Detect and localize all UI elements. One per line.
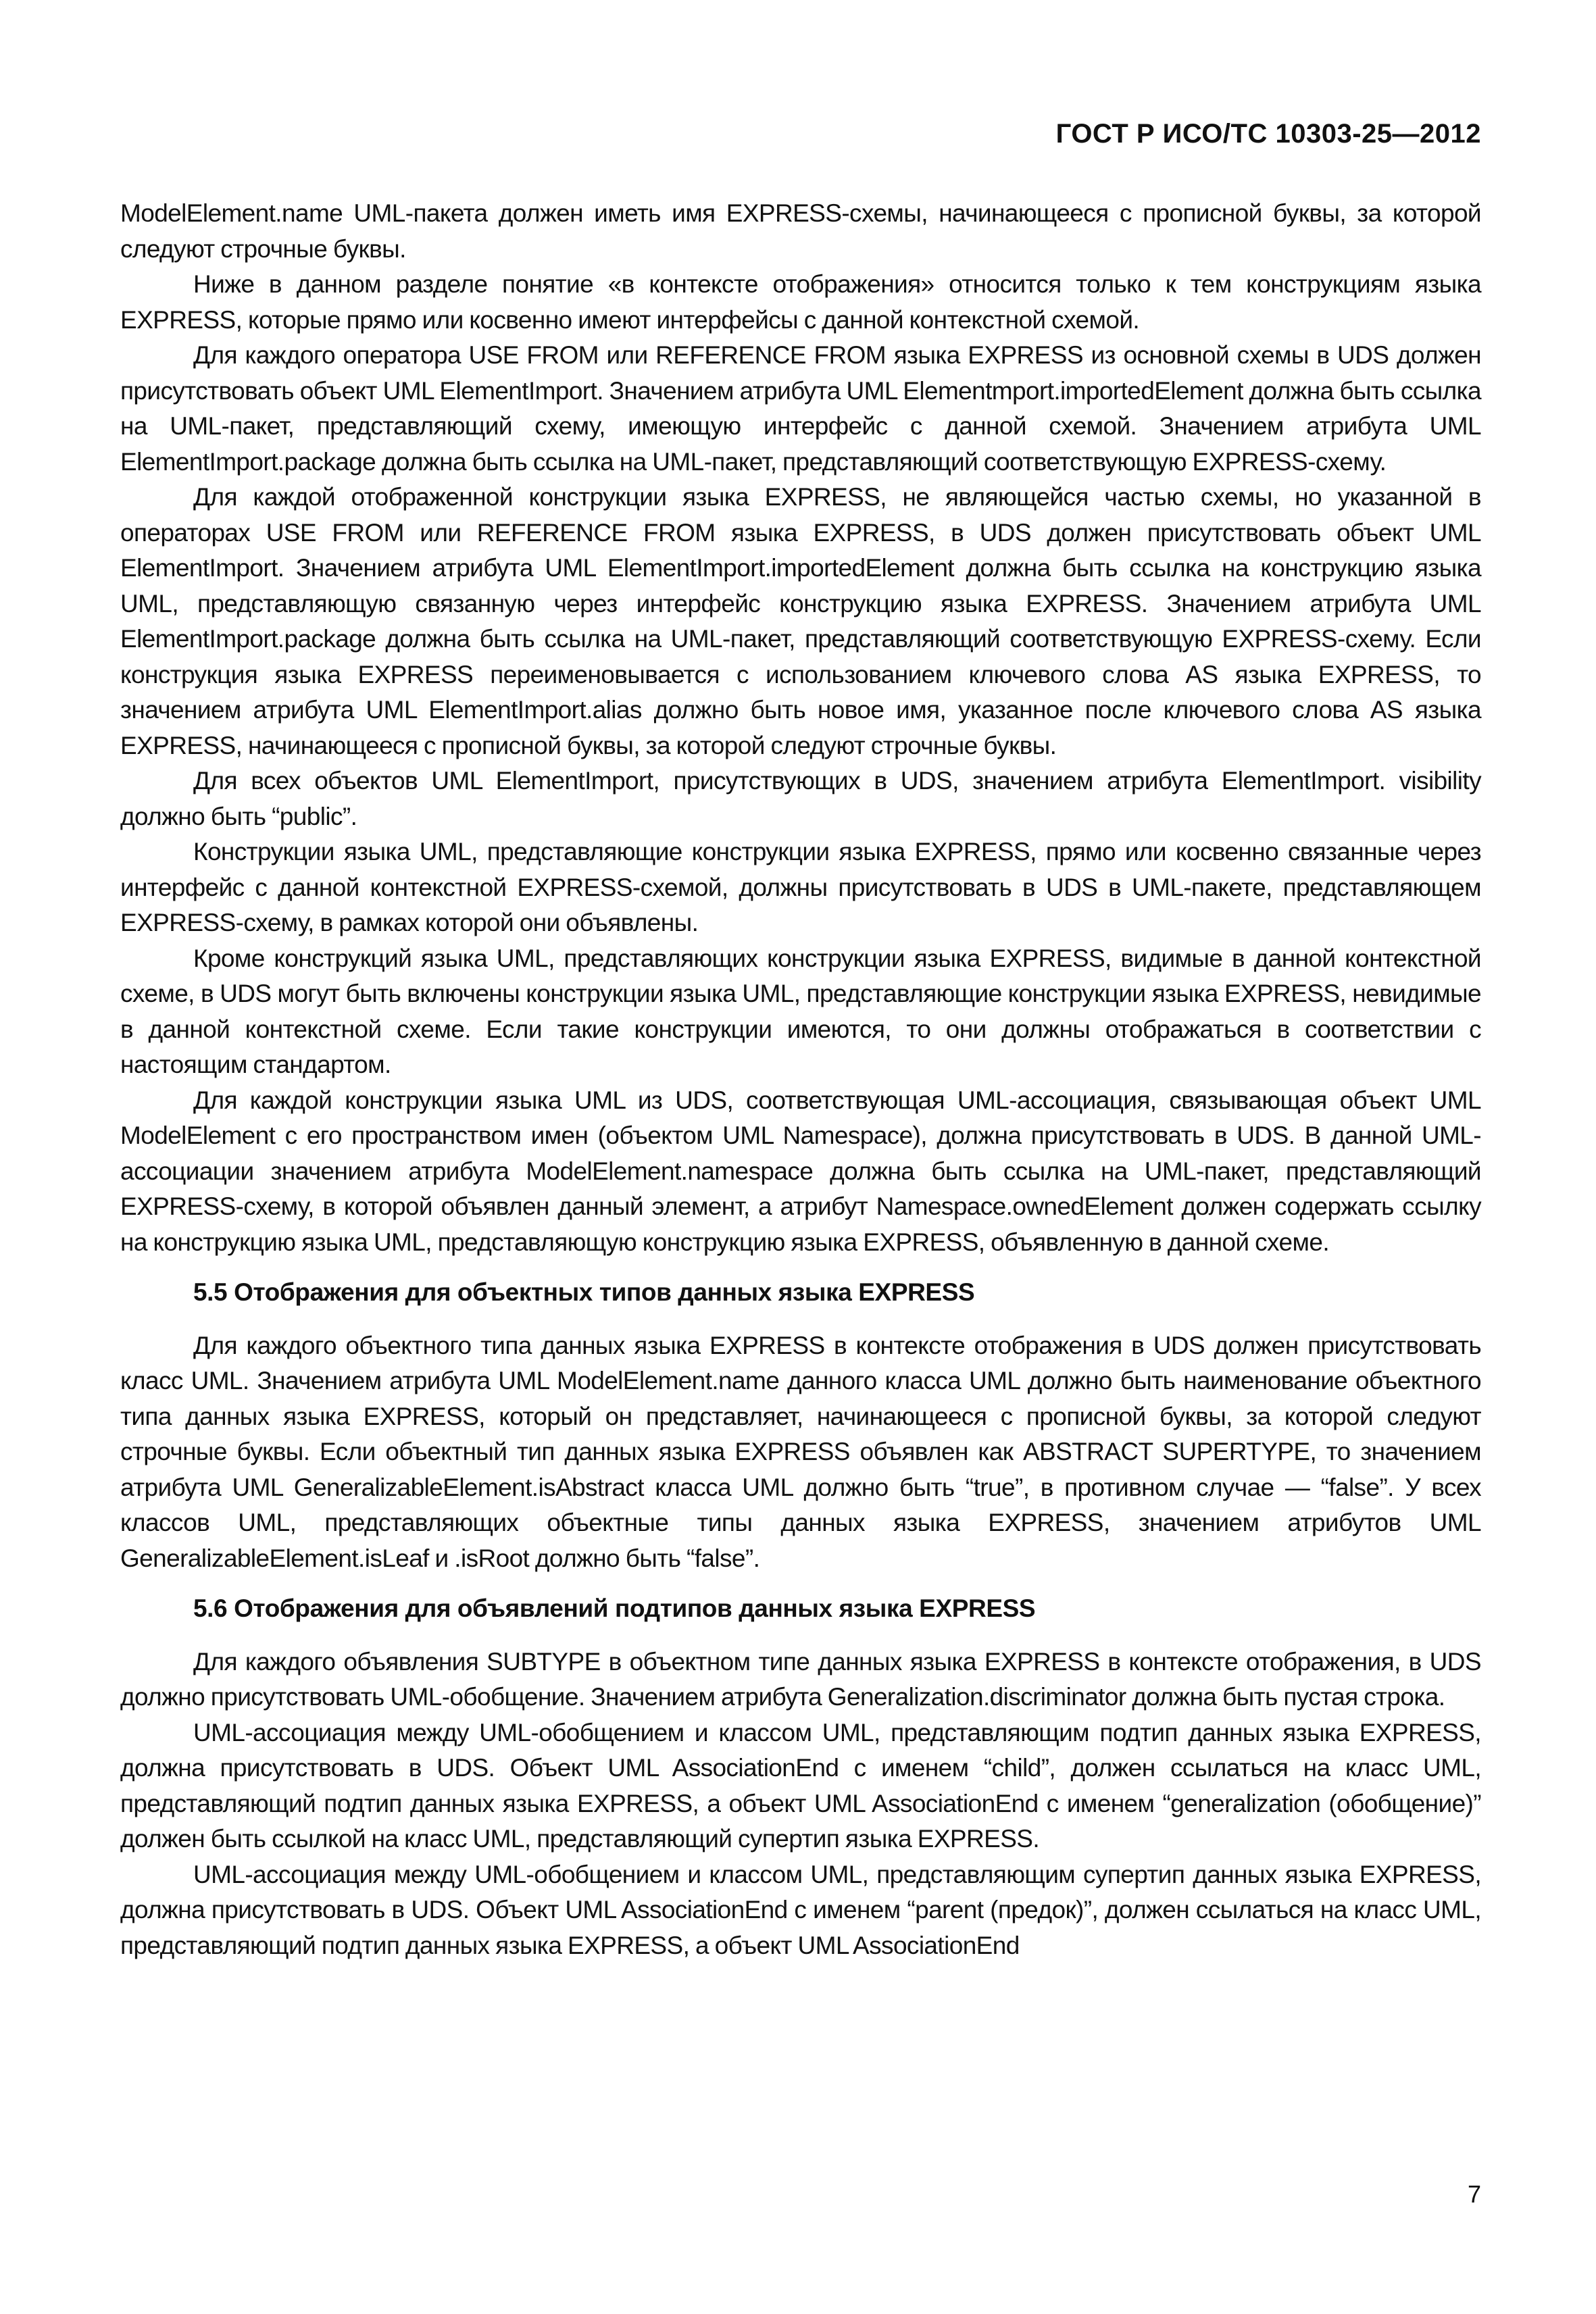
page-number: 7: [1467, 2180, 1481, 2208]
document-header: ГОСТ Р ИСО/ТС 10303-25—2012: [1055, 119, 1481, 149]
paragraph: UML-ассоциация между UML-обобщением и классом UML, представляющим подтип данных языка EXPRESS, должна присутствовать в UDS. Объект UML AssociationEnd с именем “child”, должен ссылаться на класс UML, представляющий подтип данных языка EXPRESS, а объект UML AssociationEnd с именем “generalization (обобщение)” должен быть ссылкой на класс UML, представляющий супертип языка EXPRESS.: [120, 1718, 1481, 1853]
section-heading-5-5: 5.5 Отображения для объектных типов данных языка EXPRESS: [193, 1278, 975, 1306]
paragraph: Для каждого объявления SUBTYPE в объектном типе данных языка EXPRESS в контексте отображения, в UDS должно присутствовать UML-обобщение. Значением атрибута Generalization.discriminator должна быть пустая строка.: [120, 1647, 1481, 1711]
paragraph: Для каждой отображенной конструкции языка EXPRESS, не являющейся частью схемы, но указанной в операторах USE FROM или REFERENCE FROM языка EXPRESS, в UDS должен присутствовать объект UML ElementImport. Значением атрибута UML ElementImport.importedElement должна быть ссылка на конструкцию языка UML, представляющую связанную через интерфейс конструкцию языка EXPRESS. Значением атрибута UML ElementImport.package должна быть ссылка на UML-пакет, представляющий соответствующую EXPRESS-схему. Если конструкция языка EXPRESS переименовывается с использованием ключевого слова AS языка EXPRESS, то значением атрибута UML ElementImport.alias должно быть новое имя, указанное после ключевого слова AS языка EXPRESS, начинающееся с прописной буквы, за которой следуют строчные буквы.: [120, 483, 1481, 759]
paragraph: ModelElement.name UML-пакета должен иметь имя EXPRESS-схемы, начинающееся с прописной буквы, за которой следуют строчные буквы.: [120, 199, 1481, 263]
paragraph: Для всех объектов UML ElementImport, присутствующих в UDS, значением атрибута ElementImport. visibility должно быть “public”.: [120, 767, 1481, 830]
paragraph: Для каждого оператора USE FROM или REFERENCE FROM языка EXPRESS из основной схемы в UDS должен присутствовать объект UML ElementImport. Значением атрибута UML Elementmport.importedElement должна быть ссылка на UML-пакет, представляющий схему, имеющую интерфейс с данной схемой. Значением атрибута UML ElementImport.package должна быть ссылка на UML-пакет, представляющий соответствующую EXPRESS-схему.: [120, 341, 1481, 476]
paragraph: UML-ассоциация между UML-обобщением и классом UML, представляющим супертип данных языка EXPRESS, должна присутствовать в UDS. Объект UML AssociationEnd с именем “parent (предок)”, должен ссылаться на класс UML, представляющий подтип данных языка EXPRESS, а объект UML AssociationEnd: [120, 1860, 1481, 1959]
paragraph: Ниже в данном разделе понятие «в контексте отображения» относится только к тем конструкциям языка EXPRESS, которые прямо или косвенно имеют интерфейсы с данной контекстной схемой.: [120, 270, 1481, 334]
paragraph: Кроме конструкций языка UML, представляющих конструкции языка EXPRESS, видимые в данной контекстной схеме, в UDS могут быть включены конструкции языка UML, представляющие конструкции языка EXPRESS, невидимые в данной контекстной схеме. Если такие конструкции имеются, то они должны отображаться в соответствии с настоящим стандартом.: [120, 944, 1481, 1078]
paragraph: Конструкции языка UML, представляющие конструкции языка EXPRESS, прямо или косвенно связанные через интерфейс с данной контекстной EXPRESS-схемой, должны присутствовать в UDS в UML-пакете, представляющем EXPRESS-схему, в рамках которой они объявлены.: [120, 838, 1481, 936]
paragraph: Для каждой конструкции языка UML из UDS, соответствующая UML-ассоциация, связывающая объект UML ModelElement с его пространством имен (объектом UML Namespace), должна присутствовать в UDS. В данной UML-ассоциации значением атрибута ModelElement.namespace должна быть ссылка на UML-пакет, представляющий EXPRESS-схему, в которой объявлен данный элемент, а атрибут Namespace.ownedElement должен содержать ссылку на конструкцию языка UML, представляющую конструкцию языка EXPRESS, объявленную в данной схеме.: [120, 1086, 1481, 1256]
paragraph: Для каждого объектного типа данных языка EXPRESS в контексте отображения в UDS должен присутствовать класс UML. Значением атрибута UML ModelElement.name данного класса UML должно быть наименование объектного типа данных языка EXPRESS, который он представляет, начинающееся с прописной буквы, за которой следуют строчные буквы. Если объектный тип данных языка EXPRESS объявлен как ABSTRACT SUPERTYPE, то значением атрибута UML GeneralizableElement.isAbstract класса UML должно быть “true”, в противном случае — “false”. У всех классов UML, представляющих объектные типы данных языка EXPRESS, значением атрибутов UML GeneralizableElement.isLeaf и .isRoot должно быть “false”.: [120, 1331, 1481, 1572]
page-content: [120, 196, 1481, 1963]
section-heading-5-6: 5.6 Отображения для объявлений подтипов данных языка EXPRESS: [193, 1594, 1036, 1622]
